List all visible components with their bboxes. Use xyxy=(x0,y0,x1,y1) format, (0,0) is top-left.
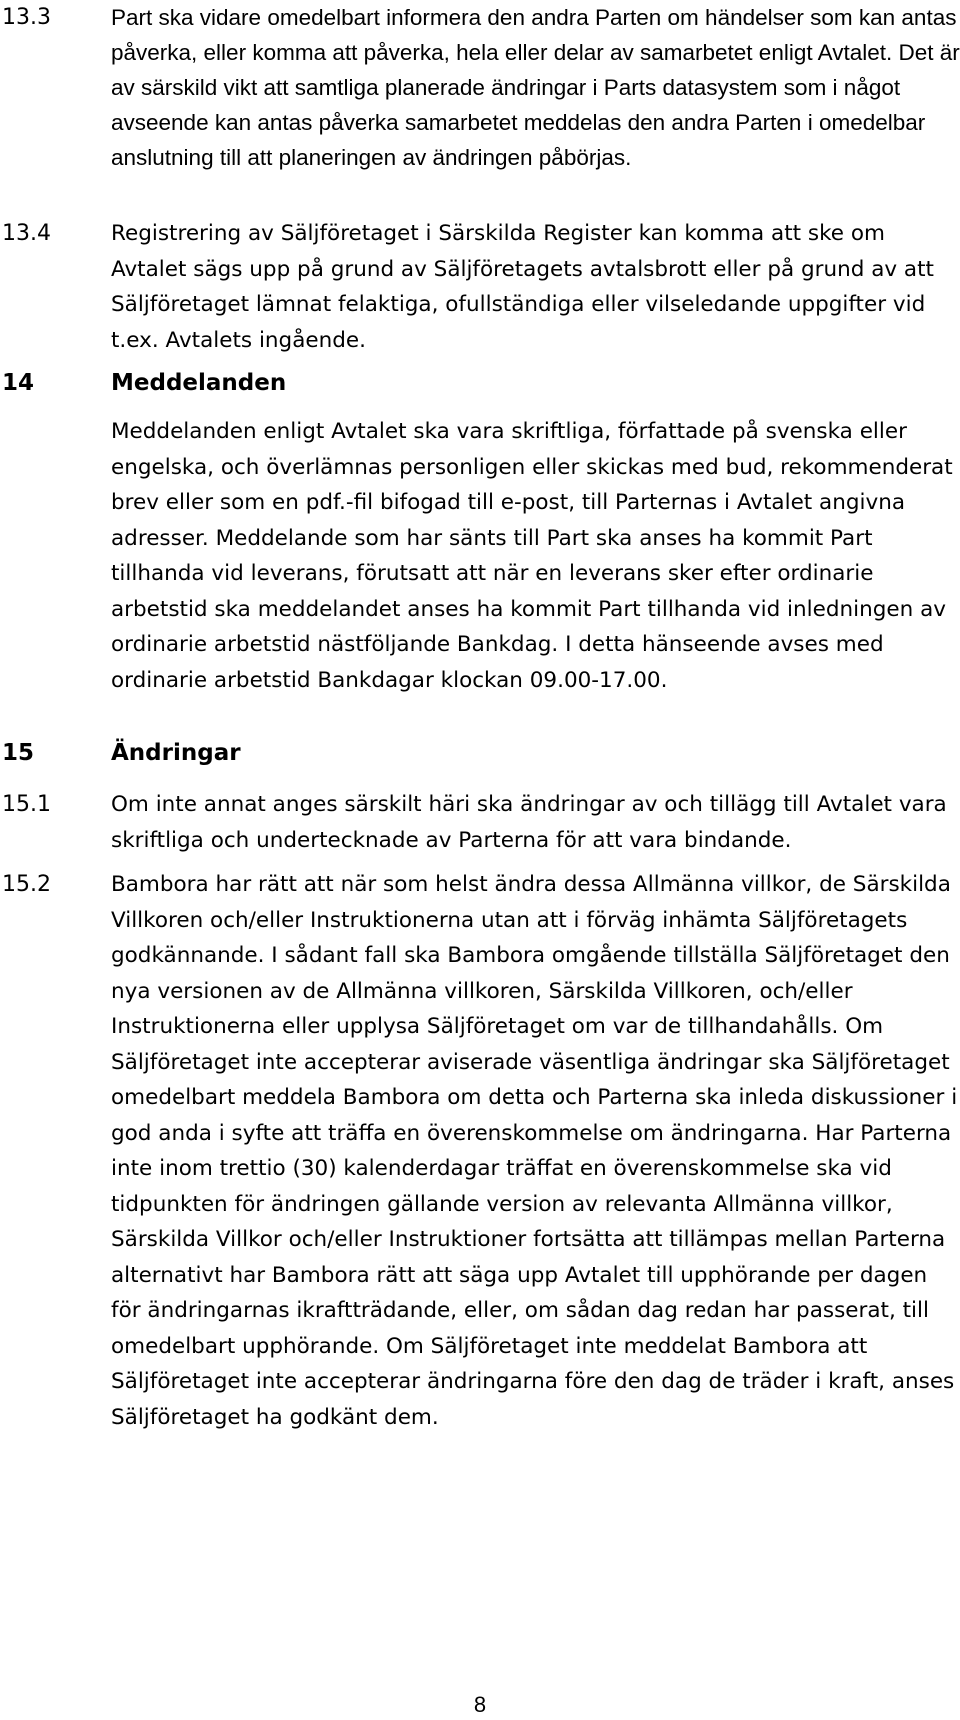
clause-number: 13.3 xyxy=(2,5,51,30)
clause-number: 15.2 xyxy=(2,872,51,897)
clause-text: Om inte annat anges särskilt häri ska ändringar av och tillägg till Avtalet vara skriftliga och undertecknade av Parterna för att vara bindande. xyxy=(111,792,947,853)
clause-number: 15.1 xyxy=(2,792,51,817)
clause-text: Registrering av Säljföretaget i Särskilda Register kan komma att ske om Avtalet sägs upp på grund av Säljföretagets avtalsbrott eller på grund av att Säljföretaget lämnat felaktiga, ofullständiga eller vilseledande uppgifter vid t.ex. Avtalets ingående. xyxy=(111,221,934,353)
clause-text: Bambora har rätt att när som helst ändra dessa Allmänna villkor, de Särskilda Villkoren och/eller Instruktionerna utan att i förväg inhämta Säljföretagets godkännande. I sådant fall ska Bambora omgående tillställa Säljföretaget den nya versionen av de Allmänna villkoren, Särskilda Villkoren, och/eller Instruktionerna eller upplysa Säljföretaget om var de tillhandahålls. Om Säljföretaget inte accepterar aviserade väsentliga ändringar ska Säljföretaget omedelbart meddela Bambora om detta och Parterna ska inleda diskussioner i god anda i syfte att träffa en överenskommelse om ändringarna. Har Parterna inte inom trettio (30) kalenderdagar träffat en överenskommelse ska vid tidpunkten för ändringen gällande version av relevanta Allmänna villkor, Särskilda Villkor och/eller Instruktioner fortsätta att tillämpas mellan Parterna alternativt har Bambora rätt att säga upp Avtalet till upphörande per dagen för ändringarnas ikraftträdande, eller, om sådan dag redan har passerat, till omedelbart upphörande. Om Säljföretaget inte meddelat Bambora att Säljföretaget inte accepterar ändringarna före den dag de träder i kraft, anses Säljföretaget ha godkänt dem. xyxy=(111,872,958,1430)
clause-text: Part ska vidare omedelbart informera den andra Parten om händelser som kan antas påverka, eller komma att påverka, hela eller delar av samarbetet enligt Avtalet. Det är av särskild vikt att samtliga planerade ändringar i Parts datasystem som i något avseende kan antas påverka samarbetet meddelas den andra Parten i omedelbar anslutning till att planeringen av ändringen påbörjas. xyxy=(111,5,960,170)
section-title: Ändringar xyxy=(111,740,241,766)
section-heading xyxy=(2,736,241,771)
section-text: Meddelanden enligt Avtalet ska vara skriftliga, författade på svenska eller engelska, och överlämnas personligen eller skickas med bud, rekommenderat brev eller som en pdf.-fil bifogad till e-post, till Parternas i Avtalet angivna adresser. Meddelande som har sänts till Part ska anses ha kommit Part tillhanda vid leverans, förutsatt att när en leverans sker efter ordinarie arbetstid ska meddelandet anses ha kommit Part tillhanda vid inledningen av ordinarie arbetstid nästföljande Bankdag. I detta hänseende avses med ordinarie arbetstid Bankdagar klockan 09.00-17.00. xyxy=(111,419,953,693)
section-title: Meddelanden xyxy=(111,370,287,396)
section-number: 15 xyxy=(2,740,35,766)
section-number: 14 xyxy=(2,370,35,396)
clause-number: 13.4 xyxy=(2,221,51,246)
page-number: 8 xyxy=(473,1692,487,1717)
section-heading xyxy=(2,366,286,401)
